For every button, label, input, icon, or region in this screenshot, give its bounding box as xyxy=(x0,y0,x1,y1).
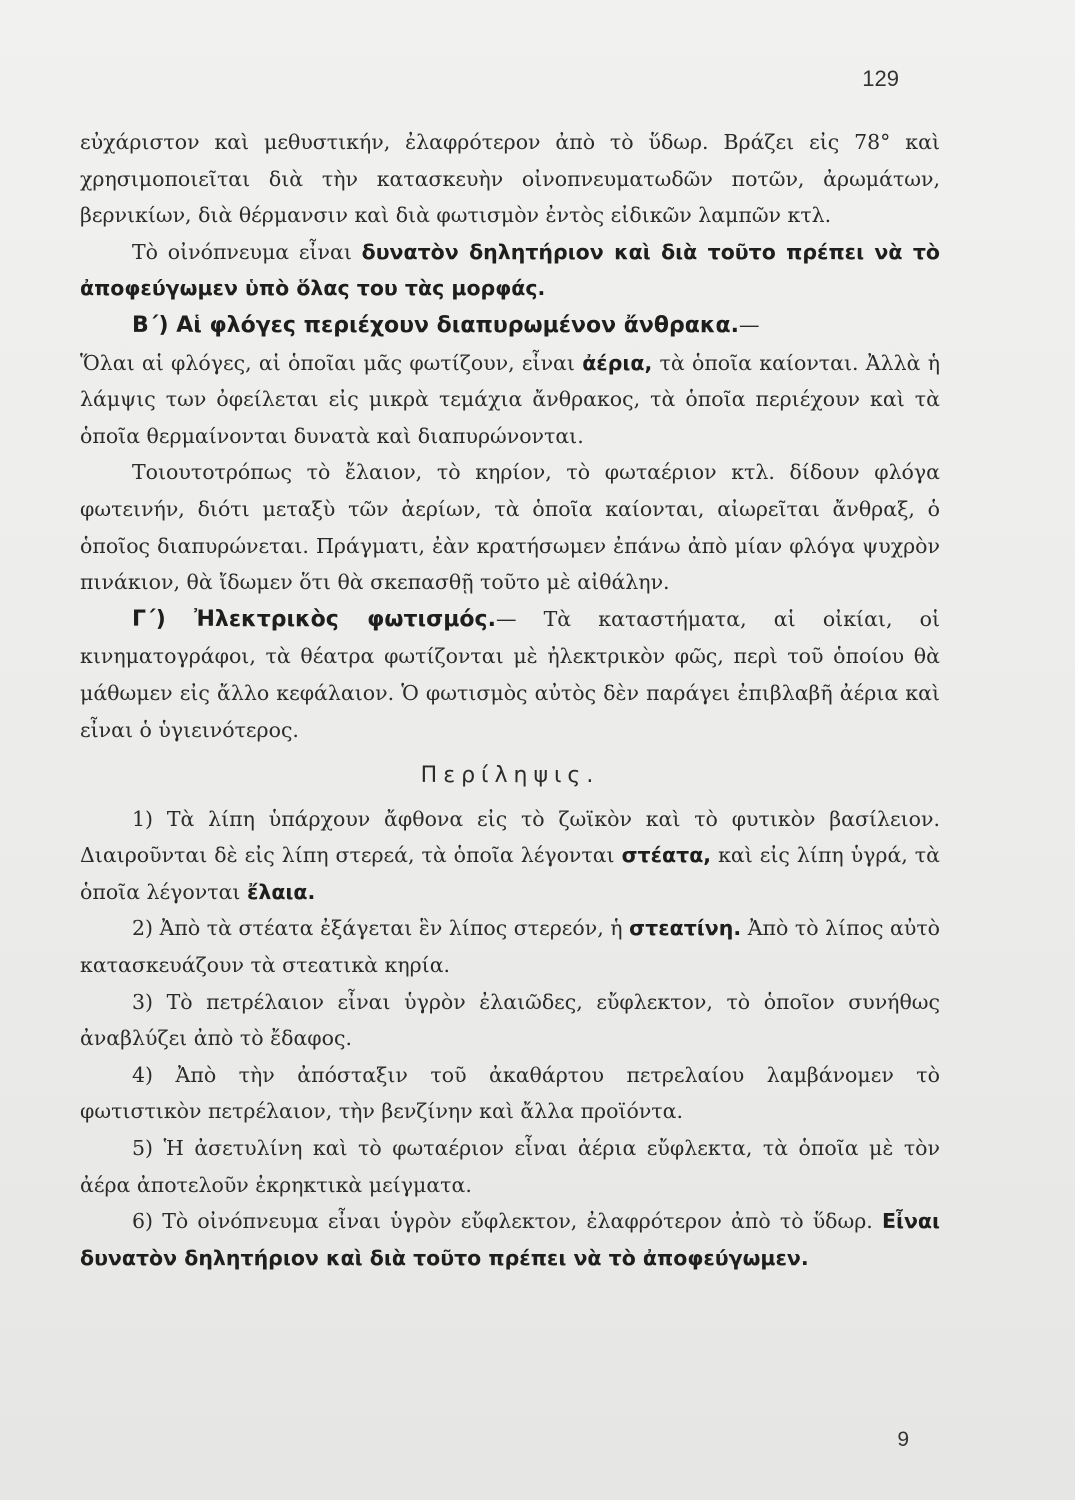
summary-item-2-term-stearin: στεατίνη. xyxy=(629,916,742,941)
summary-item-1 xyxy=(80,801,940,911)
summary-item-2 xyxy=(80,910,940,983)
section-b-heading: Β΄) Αἱ φλόγες περιέχουν διαπυρωμένον ἄνθρακα. xyxy=(132,312,739,338)
page-number: 129 xyxy=(862,66,899,91)
summary-title: Περίληψις. xyxy=(420,763,600,789)
summary-item-1-text: 1) Τὰ λίπη ὑπάρχουν ἄφθονα εἰς τὸ ζωϊκὸν καὶ τὸ φυτικὸν βασίλειον. Διαιροῦνται δὲ εἰς λίπη στερεά, τὰ ὁποῖα λέγονται xyxy=(80,806,940,868)
summary-item-6-text: 6) Τὸ οἰνόπνευμα εἶναι ὑγρὸν εὔφλεκτον, ἐλαφρότερον ἀπὸ τὸ ὕδωρ. xyxy=(132,1209,882,1234)
flames-intro: Ὅλαι αἱ φλόγες, αἱ ὁποῖαι μᾶς φωτίζουν, εἶναι xyxy=(80,350,583,375)
summary-item-2-text: 2) Ἀπὸ τὰ στέατα ἐξάγεται ἓν λίπος στερεόν, ἡ xyxy=(132,916,630,941)
summary-item-1-text-2: καὶ εἰς λίπη ὑγρά, τὰ ὁποῖα λέγονται xyxy=(80,843,940,904)
summary-item-5: 5) Ἡ ἀσετυλίνη καὶ τὸ φωταέριον εἶναι ἀέρια εὔφλεκτα, τὰ ὁποῖα μὲ τὸν ἀέρα ἀποτελοῦν ἐκρηκτικὰ μείγματα. xyxy=(80,1136,940,1197)
section-b-dash: — xyxy=(738,312,760,337)
summary-item-6 xyxy=(80,1203,940,1276)
section-c-heading: Γ΄) Ἠλεκτρικὸς φωτισμός. xyxy=(132,606,496,632)
summary-item-1-term-oils: ἔλαια. xyxy=(246,879,316,904)
paragraph-flame-carbon: Τοιουτοτρόπως τὸ ἔλαιον, τὸ κηρίον, τὸ φωταέριον κτλ. δίδουν φλόγα φωτεινήν, διότι μεταξὺ τῶν ἀερίων, τὰ ὁποῖα καίονται, αἰωρεῖται ἄνθραξ, ὁ ὁποῖος διαπυρώνεται. Πράγματι, ἐὰν κρατήσωμεν ἐπάνω ἀπὸ μίαν φλόγα ψυχρὸν πινάκιον, θὰ ἴδωμεν ὅτι θὰ σκεπασθῇ τοῦτο μὲ αἰθάλην. xyxy=(80,460,940,595)
summary-item-3: 3) Τὸ πετρέλαιον εἶναι ὑγρὸν ἐλαιῶδες, εὔφλεκτον, τὸ ὁποῖον συνήθως ἀναβλύζει ἀπὸ τὸ ἔδαφος. xyxy=(80,989,940,1051)
summary-item-4: 4) Ἀπὸ τὴν ἀπόσταξιν τοῦ ἀκαθάρτου πετρελαίου λαμβάνομεν τὸ φωτιστικὸν πετρέλαιον, τὴν βενζίνην καὶ ἄλλα προϊόντα. xyxy=(80,1062,940,1124)
summary-item-2-text-2: Ἀπὸ τὸ λίπος αὐτὸ κατασκευάζουν τὰ στεατικὰ κηρία. xyxy=(80,916,940,978)
summary-item-6-warning: Εἶναι δυνατὸν δηλητήριον καὶ διὰ τοῦτο πρέπει νὰ τὸ ἀποφεύγωμεν. xyxy=(80,1209,940,1270)
flames-gases-term: ἀέρια, xyxy=(582,350,653,375)
paragraph-alcohol-warning xyxy=(80,234,940,307)
alcohol-warning-intro: Τὸ οἰνόπνευμα εἶναι xyxy=(132,239,362,264)
summary-item-1-term-stearates: στέατα, xyxy=(621,843,712,868)
signature-number: 9 xyxy=(897,1428,909,1451)
paragraph-alcohol-properties: εὐχάριστον καὶ μεθυστικήν, ἐλαφρότερον ἀπὸ τὸ ὕδωρ. Βράζει εἰς 78° καὶ χρησιμοποιεῖται διὰ τὴν κατασκευὴν οἰνοπνευματωδῶν ποτῶν, ἀρωμάτων, βερνικίων, διὰ θέρμανσιν καὶ διὰ φωτισμὸν ἐντὸς εἰδικῶν λαμπῶν κτλ. xyxy=(80,130,940,228)
electric-lighting-text: — Τὰ καταστήματα, αἱ οἰκίαι, οἱ κινηματογράφοι, τὰ θέατρα φωτίζονται μὲ ἠλεκτρικὸν φῶς, περὶ τοῦ ὁποίου θὰ μάθωμεν εἰς ἄλλο κεφάλαιον. Ὁ φωτισμὸς αὐτὸς δὲν παράγει ἐπιβλαβῆ ἀέρια καὶ εἶναι ὁ ὑγιεινότερος. xyxy=(80,606,941,742)
paragraph-electric-lighting xyxy=(80,601,940,748)
alcohol-warning-bold: δυνατὸν δηλητήριον καὶ διὰ τοῦτο πρέπει νὰ τὸ ἀποφεύγωμεν ὑπὸ ὅλας του τὰς μορφάς. xyxy=(80,239,941,301)
section-b-heading-line xyxy=(80,307,940,345)
paragraph-flames xyxy=(80,345,940,455)
body-text xyxy=(80,124,940,1276)
flames-rest: τὰ ὁποῖα καίονται. Ἀλλὰ ἡ λάμψις των ὀφείλεται εἰς μικρὰ τεμάχια ἄνθρακος, τὰ ὁποῖα περιέχουν καὶ τὰ ὁποῖα θερμαίνονται δυνατὰ καὶ διαπυρώνονται. xyxy=(80,350,940,448)
